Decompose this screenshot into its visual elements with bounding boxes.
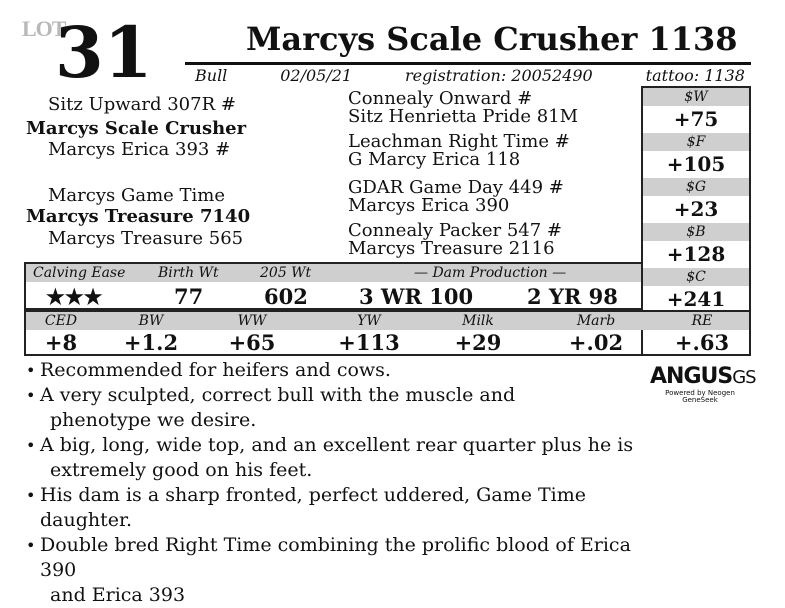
angus-gs-logo [650, 364, 756, 404]
epd-header [26, 312, 749, 330]
tattoo: tattoo: 1138 [645, 66, 745, 85]
animal-name: Marcys Scale Crusher 1138 [246, 20, 738, 58]
performance-header [26, 264, 641, 282]
pedigree-far-5: GDAR Game Day 449 # [348, 177, 564, 198]
dollar-b-value: +128 [666, 242, 726, 266]
milk-value: +29 [454, 330, 502, 355]
birth-wt-header: Birth Wt [158, 265, 219, 281]
comments-list [24, 358, 664, 608]
dollar-g-value: +23 [673, 197, 719, 221]
dollar-w-label: $W [643, 88, 749, 106]
pedigree-sire: Marcys Scale Crusher [26, 118, 247, 139]
ww-value: +65 [228, 330, 276, 355]
pedigree-sire-sire: Sitz Upward 307R # [48, 94, 236, 115]
comment-item: • A big, long, wide top, and an excellent rear quarter plus he is [24, 433, 664, 458]
comment-item: • A very sculpted, correct bull with the muscle and [24, 383, 664, 408]
milk-header: Milk [462, 313, 494, 329]
wt205-header: 205 Wt [260, 265, 312, 281]
yw-header: YW [357, 313, 381, 329]
pedigree-far-7: Connealy Packer 547 # [348, 220, 562, 241]
comment-item: • Recommended for heifers and cows. [24, 358, 664, 383]
epd-row [24, 310, 751, 356]
comment-continuation: phenotype we desire. [50, 409, 257, 431]
comment-item: • His dam is a sharp fronted, perfect uddered, Game Time daughter. [24, 483, 664, 533]
dollar-g-label: $G [643, 178, 749, 196]
pedigree-sire-dam: Marcys Erica 393 # [48, 139, 231, 160]
logo-tagline: Powered by Neogen GeneSeek [665, 389, 735, 404]
yw-value: +113 [338, 330, 400, 355]
pedigree-dam-sire: Marcys Game Time [48, 185, 226, 206]
dollar-w-value: +75 [673, 107, 719, 131]
dam-production-1: 3 WR 100 [359, 284, 474, 309]
lot-number: 31 [55, 11, 153, 94]
marb-value: +.02 [568, 330, 624, 355]
ced-header: CED [44, 313, 78, 329]
pedigree-far-4: G Marcy Erica 118 [348, 149, 521, 170]
pedigree-far-8: Marcys Treasure 2116 [348, 238, 555, 259]
pedigree-dam-dam: Marcys Treasure 565 [48, 228, 244, 249]
dollar-c-value: +241 [666, 287, 726, 311]
comment-continuation: and Erica 393 [50, 584, 186, 606]
dollar-c-label: $C [643, 268, 749, 286]
dam-production-2: 2 YR 98 [527, 284, 618, 309]
dollar-b-label: $B [643, 223, 749, 241]
performance-box [24, 262, 643, 310]
comment-continuation: extremely good on his feet. [50, 459, 313, 481]
registration-line [195, 66, 745, 86]
ww-header: WW [237, 313, 267, 329]
dollar-f-label: $F [643, 133, 749, 151]
logo-suffix: GS [732, 367, 756, 388]
pedigree-far-1: Connealy Onward # [348, 88, 533, 109]
ced-value: +8 [44, 330, 78, 355]
birth-date: 02/05/21 [280, 66, 353, 85]
logo-main: ANGUS [650, 364, 733, 389]
dollar-f-value: +105 [666, 152, 726, 176]
re-value: +.63 [674, 330, 730, 355]
comment-item: • Double bred Right Time combining the prolific blood of Erica 390 [24, 533, 664, 583]
lot-label: LOT [22, 16, 66, 41]
registration-number: registration: 20052490 [405, 66, 593, 85]
pedigree-dam: Marcys Treasure 7140 [26, 206, 251, 227]
bw-header: BW [138, 313, 164, 329]
dam-production-header: — Dam Production — [414, 265, 567, 281]
calving-ease-stars: ★★★ [46, 284, 103, 309]
pedigree-far-3: Leachman Right Time # [348, 131, 570, 152]
marb-header: Marb [576, 313, 616, 329]
bw-value: +1.2 [123, 330, 179, 355]
wt205-value: 602 [264, 284, 308, 309]
pedigree-far-6: Marcys Erica 390 [348, 195, 510, 216]
birth-wt-value: 77 [174, 284, 204, 309]
title-rule [185, 62, 751, 65]
re-header: RE [691, 313, 713, 329]
sex: Bull [195, 66, 228, 85]
calving-ease-header: Calving Ease [33, 265, 126, 281]
pedigree-far-2: Sitz Henrietta Pride 81M [348, 106, 579, 127]
